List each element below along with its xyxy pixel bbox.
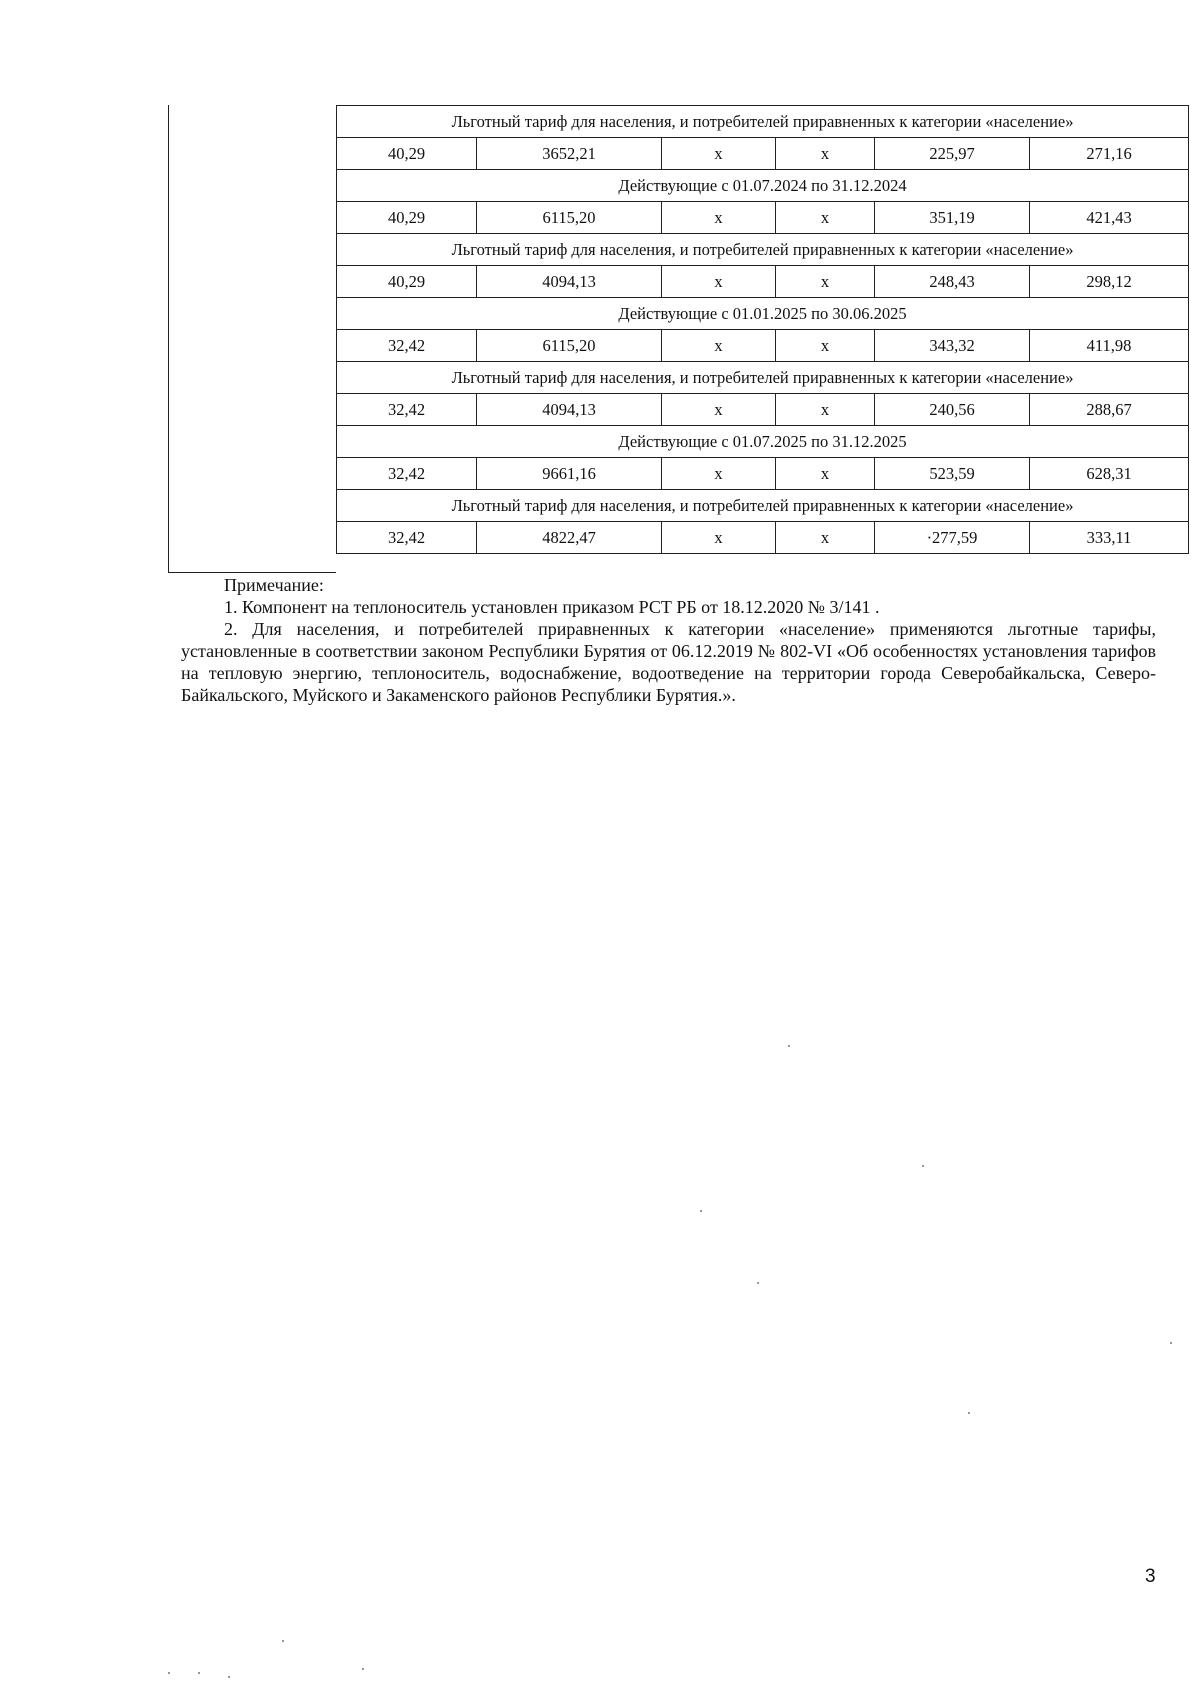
table-cell: х [662,330,776,362]
scan-speck [168,1672,170,1674]
table-cell: 225,97 [875,138,1030,170]
scan-speck [788,1045,790,1047]
table-row [337,266,1189,298]
table-cell: 32,42 [337,522,477,554]
table-cell: 4094,13 [477,394,662,426]
table-cell: 40,29 [337,202,477,234]
note-2: 2. Для населения, и потребителей приравненных к категории «население» применяются льготные тарифы, установленные в соответствии законом Республики Бурятия от 06.12.2019 № 802-VI «Об особенностях установления тарифов на тепловую энергию, теплоноситель, водоснабжение, водоотведение на территории города Северобайкальска, Северо-Байкальского, Муйского и Закаменского районов Республики Бурятия.». [181,619,1156,705]
table-section-row [337,298,1189,330]
table-cell: 271,16 [1030,138,1189,170]
table-cell: х [776,266,875,298]
table-cell: 40,29 [337,138,477,170]
table-cell: 9661,16 [477,458,662,490]
scan-speck [922,1165,924,1167]
table-cell: х [662,394,776,426]
table-row [337,458,1189,490]
table-cell: 32,42 [337,330,477,362]
table-section-label: Действующие с 01.01.2025 по 30.06.2025 [337,298,1189,330]
table-section-row [337,362,1189,394]
table-cell: 4094,13 [477,266,662,298]
page-number: 3 [1145,1566,1156,1587]
table-cell: 240,56 [875,394,1030,426]
note-1: 1. Компонент на теплоноситель установлен приказом РСТ РБ от 18.12.2020 № 3/141 . [224,597,880,617]
table-cell: 343,32 [875,330,1030,362]
table-cell: 4822,47 [477,522,662,554]
table-cell: 248,43 [875,266,1030,298]
scan-speck [198,1672,200,1674]
table-cell: х [662,522,776,554]
table-cell: 421,43 [1030,202,1189,234]
table-section-label: Льготный тариф для населения, и потребителей приравненных к категории «население» [337,490,1189,522]
table-section-label: Льготный тариф для населения, и потребителей приравненных к категории «население» [337,106,1189,138]
table-cell: х [776,330,875,362]
table-section-label: Действующие с 01.07.2024 по 31.12.2024 [337,170,1189,202]
scan-speck [700,1210,702,1212]
table-cell: 6115,20 [477,330,662,362]
table-section-row [337,234,1189,266]
scan-speck [1170,1342,1172,1344]
notes-title: Примечание: [224,575,324,595]
table-cell: х [662,458,776,490]
table-section-label: Льготный тариф для населения, и потребителей приравненных к категории «население» [337,362,1189,394]
table-cell: 3652,21 [477,138,662,170]
table-row [337,330,1189,362]
table-cell: 411,98 [1030,330,1189,362]
tariff-table [336,105,1189,554]
table-section-row [337,426,1189,458]
table-cell: 523,59 [875,458,1030,490]
table-cell: 40,29 [337,266,477,298]
table-section-label: Льготный тариф для населения, и потребителей приравненных к категории «население» [337,234,1189,266]
table-cell: 6115,20 [477,202,662,234]
table-cell: 32,42 [337,394,477,426]
table-cell: 298,12 [1030,266,1189,298]
notes-section [181,574,1156,706]
scan-speck [968,1412,970,1414]
table-row [337,394,1189,426]
table-section-row [337,106,1189,138]
table-section-row [337,490,1189,522]
table-left-column [168,105,336,573]
table-cell: ·277,59 [875,522,1030,554]
table-cell: х [776,202,875,234]
table-cell: х [776,458,875,490]
table-cell: х [662,202,776,234]
table-cell: х [662,266,776,298]
table-cell: 32,42 [337,458,477,490]
table-cell: х [776,138,875,170]
table-cell: 628,31 [1030,458,1189,490]
table-cell: 351,19 [875,202,1030,234]
table-row [337,138,1189,170]
table-cell: х [776,394,875,426]
scan-speck [228,1676,230,1678]
table-cell: х [662,138,776,170]
table-row [337,522,1189,554]
scan-speck [757,1282,759,1284]
table-section-label: Действующие с 01.07.2025 по 31.12.2025 [337,426,1189,458]
table-cell: 288,67 [1030,394,1189,426]
table-cell: х [776,522,875,554]
table-cell: 333,11 [1030,522,1189,554]
tariff-table-body [337,106,1189,554]
scan-speck [282,1640,284,1642]
table-section-row [337,170,1189,202]
scan-speck [362,1668,364,1670]
table-row [337,202,1189,234]
